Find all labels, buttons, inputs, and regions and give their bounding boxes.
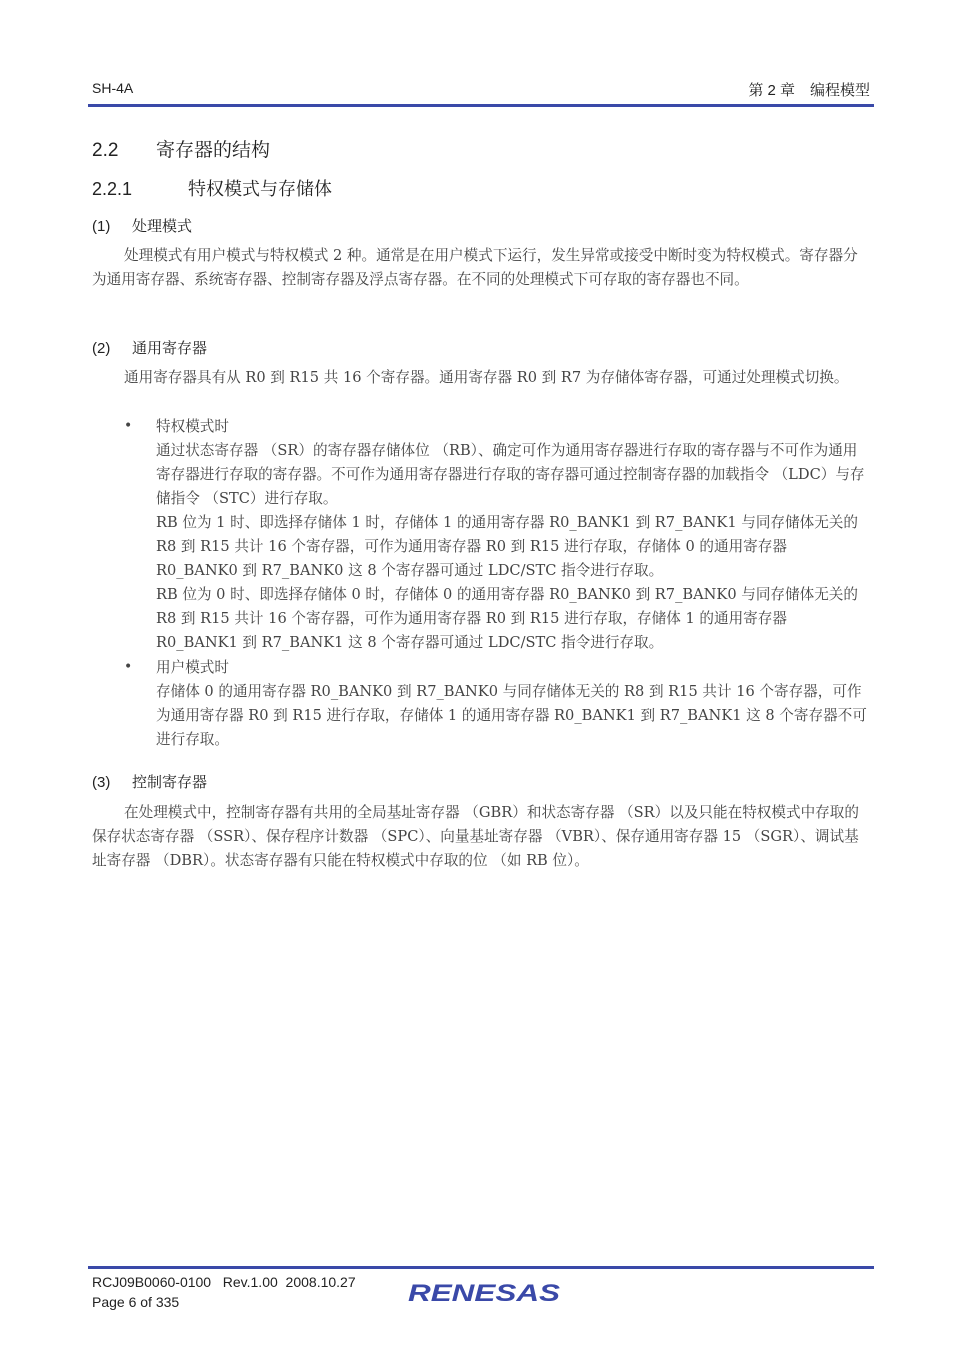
section-number: 2.2 [92, 140, 119, 161]
item-title: 通用寄存器 [132, 340, 208, 357]
header-chapter: 第 2 章 编程模型 [748, 82, 870, 99]
footer-revision: Rev.1.00 [222, 1274, 278, 1290]
item-number: (3) [92, 774, 111, 791]
section-heading [92, 135, 270, 162]
bullet-paragraph: 通过状态寄存器 （SR）的寄存器存储体位 （RB）、确定可作为通用寄存器进行存取的寄存器与不可作为通用寄存器进行存取的寄存器。不可作为通用寄存器进行存取的寄存器可通过控制寄存器的加载指令 （LDC）与存储指令 （STC）进行存取。 [156, 442, 865, 508]
item-heading-3 [92, 771, 207, 792]
bullet-title-privileged: 特权模式时 [156, 418, 229, 435]
header-rule [88, 104, 874, 107]
footer-doc-info [92, 1274, 356, 1290]
subsection-title: 特权模式与存储体 [188, 179, 332, 199]
item-heading-1 [92, 215, 192, 236]
bullet-paragraph: RB 位为 1 时、即选择存储体 1 时，存储体 1 的通用寄存器 R0_BANK1 到 R7_BANK1 与同存储体无关的 R8 到 R15 共计 16 个寄存器，可作为通用寄存器 R0 到 R15 进行存取，存储体 0 的通用寄存器 R0_BANK0 到 R7_BANK0 这 8 个寄存器可通过 LDC/STC 指令进行存取。 [156, 514, 858, 580]
item-title: 控制寄存器 [132, 774, 208, 791]
footer-rule [88, 1266, 874, 1269]
bullet-title-user: 用户模式时 [156, 659, 229, 676]
item-number: (1) [92, 218, 111, 235]
footer-doc-id: RCJ09B0060-0100 [92, 1274, 212, 1290]
header-product: SH-4A [92, 80, 134, 96]
bullet-paragraph: 存储体 0 的通用寄存器 R0_BANK0 到 R7_BANK0 与同存储体无关的 R8 到 R15 共计 16 个寄存器，可作为通用寄存器 R0 到 R15 进行存取，存储体 1 的通用寄存器 R0_BANK1 到 R7_BANK1 这 8 个寄存器不可进行存取。 [156, 683, 867, 749]
bullet-dot: • [124, 418, 133, 434]
bullet-paragraph: RB 位为 0 时、即选择存储体 0 时，存储体 0 的通用寄存器 R0_BANK0 到 R7_BANK0 与同存储体无关的 R8 到 R15 共计 16 个寄存器，可作为通用寄存器 R0 到 R15 进行存取，存储体 1 的通用寄存器 R0_BANK1 到 R7_BANK1 这 8 个寄存器可通过 LDC/STC 指令进行存取。 [156, 586, 858, 652]
footer-page-number: Page 6 of 335 [92, 1294, 180, 1310]
logo-text: RENESAS [408, 1280, 560, 1306]
renesas-logo-icon [408, 1280, 568, 1310]
subsection-number: 2.2.1 [92, 179, 133, 199]
bullet-dot: • [124, 659, 133, 675]
section-title: 寄存器的结构 [156, 140, 271, 161]
item-paragraph-2: 通用寄存器具有从 R0 到 R15 共 16 个寄存器。通用寄存器 R0 到 R7 为存储体寄存器，可通过处理模式切换。 [124, 369, 849, 386]
item-number: (2) [92, 340, 111, 357]
footer-date: 2008.10.27 [285, 1274, 356, 1290]
subsection-heading [92, 175, 332, 201]
item-paragraph-1: 处理模式有用户模式与特权模式 2 种。通常是在用户模式下运行，发生异常或接受中断时变为特权模式。寄存器分为通用寄存器、系统寄存器、控制寄存器及浮点寄存器。在不同的处理模式下可存取的寄存器也不同。 [92, 247, 858, 289]
item-title: 处理模式 [132, 218, 193, 235]
item-heading-2 [92, 337, 207, 358]
item-paragraph-3: 在处理模式中，控制寄存器有共用的全局基址寄存器 （GBR）和状态寄存器 （SR）以及只能在特权模式中存取的保存状态寄存器 （SSR）、保存程序计数器 （SPC）、向量基址寄存器 （VBR）、保存通用寄存器 15 （SGR）、调试基址寄存器 （DBR）。状态寄存器有只能在特权模式中存取的位 （如 RB 位）。 [92, 804, 859, 870]
